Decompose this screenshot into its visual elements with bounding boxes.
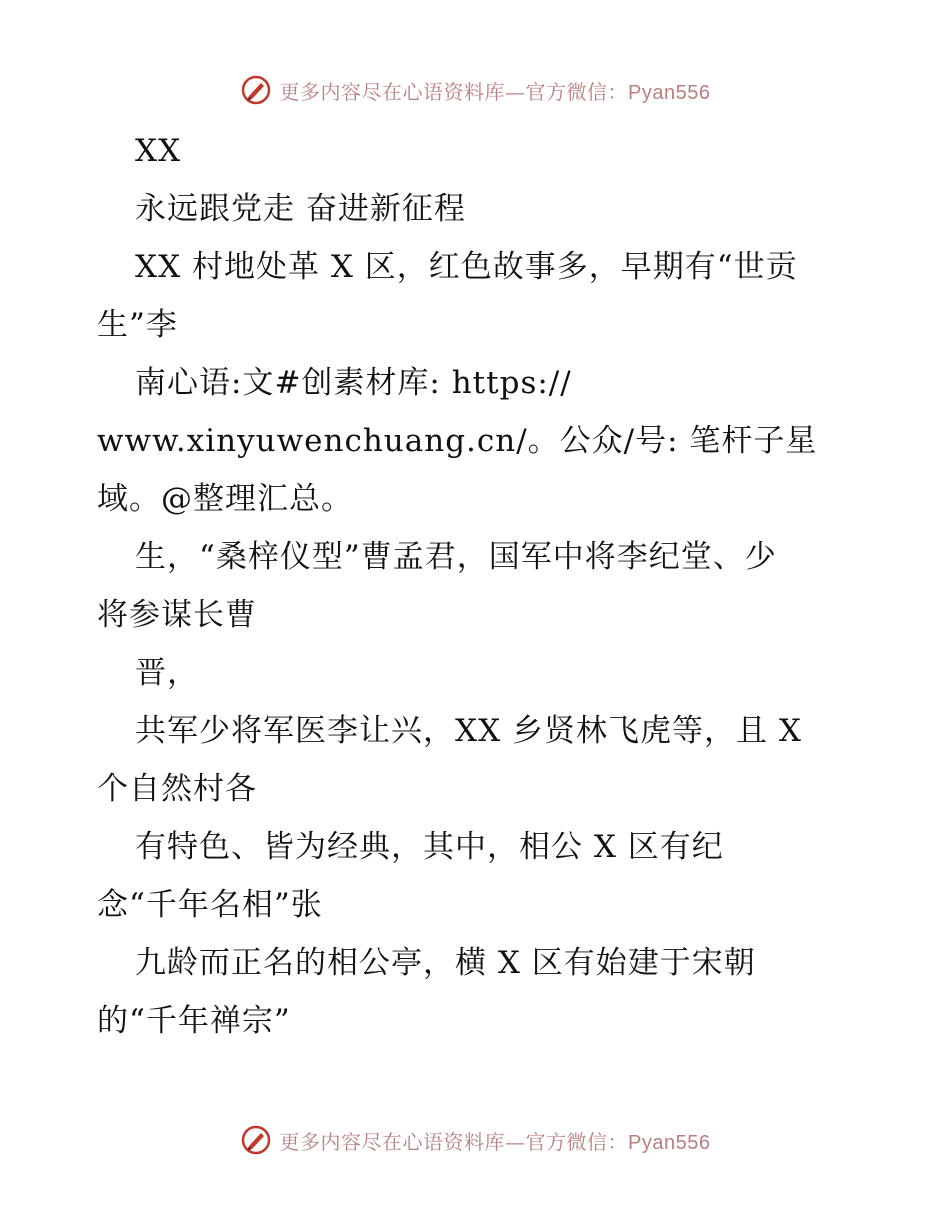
doc-title-code: XX xyxy=(135,133,182,169)
pen-logo-icon xyxy=(240,1124,272,1156)
paragraph-line: 共军少将军医李让兴，XX 乡贤林飞虎等，且 X xyxy=(135,713,802,749)
paragraph-line: www.xinyuwenchuang.cn/。公众/号: 笔杆子星 xyxy=(97,423,818,459)
paragraph-line: 九龄而正名的相公亭，横 X 区有始建于宋朝 xyxy=(135,945,756,981)
footer-banner xyxy=(0,1120,950,1160)
paragraph-line: 生”李 xyxy=(97,307,178,343)
paragraph-line: 域。@整理汇总。 xyxy=(97,481,353,517)
paragraph-line: 的“千年禅宗” xyxy=(97,1003,291,1039)
header-banner-text: 更多内容尽在心语资料库—官方微信：Pyan556 xyxy=(279,79,711,104)
paragraph-line: 将参谋长曹 xyxy=(97,597,257,633)
doc-heading: 永远跟党走 奋进新征程 xyxy=(135,191,466,227)
paragraph-line: 有特色、皆为经典，其中，相公 X 区有纪 xyxy=(135,829,724,865)
pen-logo-icon xyxy=(240,74,272,106)
paragraph-line: 生，“桑梓仪型”曹孟君，国军中将李纪堂、少 xyxy=(135,539,777,575)
header-banner xyxy=(0,70,950,110)
paragraph-line: 个自然村各 xyxy=(97,771,257,807)
footer-banner-text: 更多内容尽在心语资料库—官方微信：Pyan556 xyxy=(279,1129,711,1154)
paragraph-line: 南心语:文#创素材库: https:// xyxy=(135,365,572,401)
paragraph-line: 晋， xyxy=(135,655,199,691)
document-body xyxy=(97,122,857,1050)
paragraph-line: XX 村地处革 X 区，红色故事多，早期有“世贡 xyxy=(135,249,798,285)
header-wechat-id: Pyan556 xyxy=(628,81,711,104)
paragraph-line: 念“千年名相”张 xyxy=(97,887,323,923)
footer-wechat-id: Pyan556 xyxy=(628,1131,711,1154)
